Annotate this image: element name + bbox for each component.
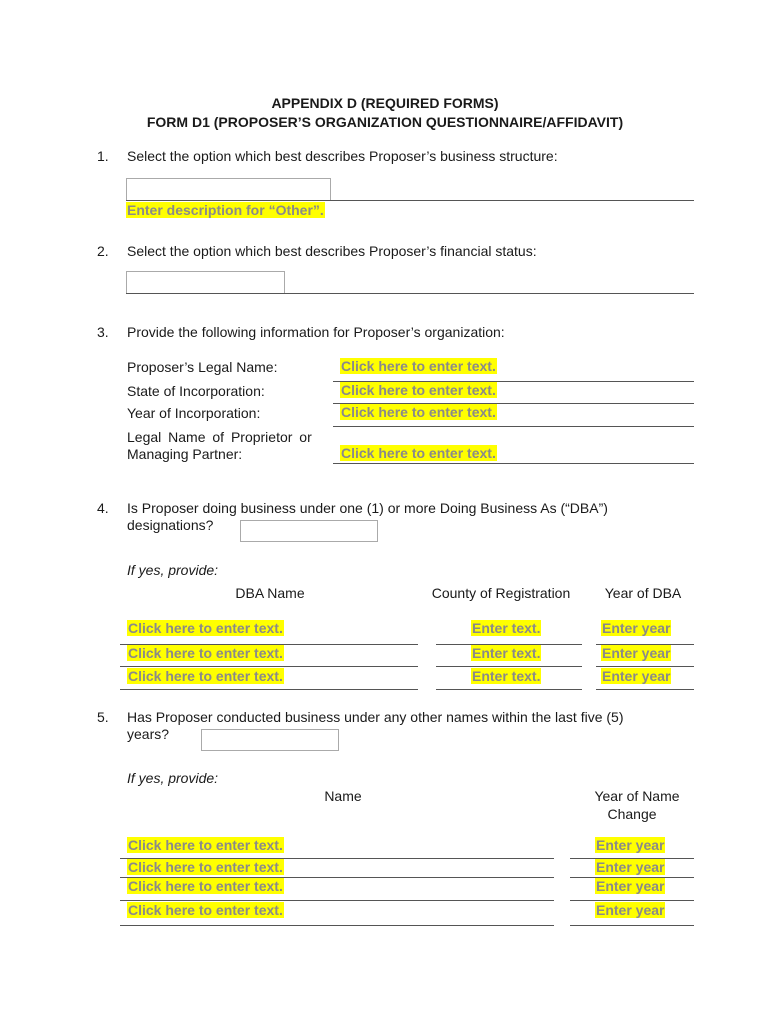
question-4-text-line2: designations?	[127, 517, 214, 533]
dba-year-field[interactable]: Enter year	[602, 668, 671, 684]
dba-county-field[interactable]: Enter text.	[472, 668, 541, 684]
question-5-text-line1: Has Proposer conducted business under any other names within the last five (5)	[127, 709, 624, 725]
question-1-text: Select the option which best describes Proposer’s business structure:	[127, 148, 558, 164]
proprietor-name-underline	[333, 463, 694, 464]
other-description-field[interactable]: Enter description for “Other”.	[127, 202, 324, 218]
dba-row-underline	[436, 666, 582, 667]
question-2-number: 2.	[97, 243, 109, 259]
other-name-year-field[interactable]: Enter year	[596, 878, 665, 894]
year-incorporation-label: Year of Incorporation:	[127, 405, 261, 421]
other-name-row-underline	[570, 900, 694, 901]
question-4-number: 4.	[97, 500, 109, 516]
business-structure-dropdown[interactable]	[126, 178, 331, 201]
dba-name-field[interactable]: Click here to enter text.	[128, 645, 283, 661]
form-appendix-title: APPENDIX D (REQUIRED FORMS)	[271, 95, 499, 111]
form-title: FORM D1 (PROPOSER’S ORGANIZATION QUESTIONNAIRE/AFFIDAVIT)	[146, 114, 624, 130]
question-5-if-yes: If yes, provide:	[127, 770, 219, 786]
year-incorporation-underline	[333, 426, 694, 427]
question-3-text: Provide the following information for Proposer’s organization:	[127, 324, 505, 340]
other-name-year-field[interactable]: Enter year	[596, 859, 665, 875]
dba-dropdown[interactable]	[240, 520, 378, 542]
other-name-year-field[interactable]: Enter year	[596, 902, 665, 918]
other-name-row-underline	[120, 900, 554, 901]
dba-name-column-header: DBA Name	[235, 585, 305, 601]
dba-row-underline	[120, 689, 418, 690]
dba-row-underline	[596, 689, 694, 690]
state-incorporation-label: State of Incorporation:	[127, 383, 265, 399]
year-name-change-header-line1: Year of Name	[594, 788, 680, 804]
question-2-text: Select the option which best describes Proposer’s financial status:	[127, 243, 537, 259]
question-3-number: 3.	[97, 324, 109, 340]
other-names-dropdown[interactable]	[201, 729, 339, 751]
question-5-text-line2: years?	[127, 726, 170, 742]
question-5-number: 5.	[97, 709, 109, 725]
question-2-underline	[126, 293, 694, 294]
name-column-header: Name	[324, 788, 362, 804]
other-name-row-underline	[120, 925, 554, 926]
legal-name-label: Proposer’s Legal Name:	[127, 359, 278, 375]
question-4-if-yes: If yes, provide:	[127, 562, 219, 578]
proprietor-label-line1: Legal Name of Proprietor or	[127, 429, 312, 445]
dba-county-field[interactable]: Enter text.	[472, 620, 541, 636]
year-incorporation-field[interactable]: Click here to enter text.	[341, 404, 496, 420]
year-dba-column-header: Year of DBA	[604, 585, 682, 601]
dba-county-field[interactable]: Enter text.	[472, 645, 541, 661]
proprietor-name-field[interactable]: Click here to enter text.	[341, 445, 496, 461]
question-4-text-line1: Is Proposer doing business under one (1) or more Doing Business As (“DBA”)	[127, 500, 608, 516]
year-name-change-header-line2: Change	[607, 806, 657, 822]
dba-year-field[interactable]: Enter year	[602, 645, 671, 661]
other-name-field[interactable]: Click here to enter text.	[128, 837, 283, 853]
legal-name-field[interactable]: Click here to enter text.	[341, 358, 496, 374]
dba-row-underline	[120, 666, 418, 667]
other-name-row-underline	[570, 925, 694, 926]
question-1-underline	[126, 200, 694, 201]
county-column-header: County of Registration	[431, 585, 571, 601]
other-name-field[interactable]: Click here to enter text.	[128, 878, 283, 894]
dba-year-field[interactable]: Enter year	[602, 620, 671, 636]
dba-name-field[interactable]: Click here to enter text.	[128, 668, 283, 684]
question-1-number: 1.	[97, 148, 109, 164]
state-incorporation-field[interactable]: Click here to enter text.	[341, 382, 496, 398]
other-name-year-field[interactable]: Enter year	[596, 837, 665, 853]
proprietor-label-line2: Managing Partner:	[127, 446, 243, 462]
financial-status-dropdown[interactable]	[126, 271, 285, 294]
dba-row-underline	[596, 666, 694, 667]
other-name-field[interactable]: Click here to enter text.	[128, 859, 283, 875]
other-name-field[interactable]: Click here to enter text.	[128, 902, 283, 918]
dba-name-field[interactable]: Click here to enter text.	[128, 620, 283, 636]
dba-row-underline	[436, 689, 582, 690]
